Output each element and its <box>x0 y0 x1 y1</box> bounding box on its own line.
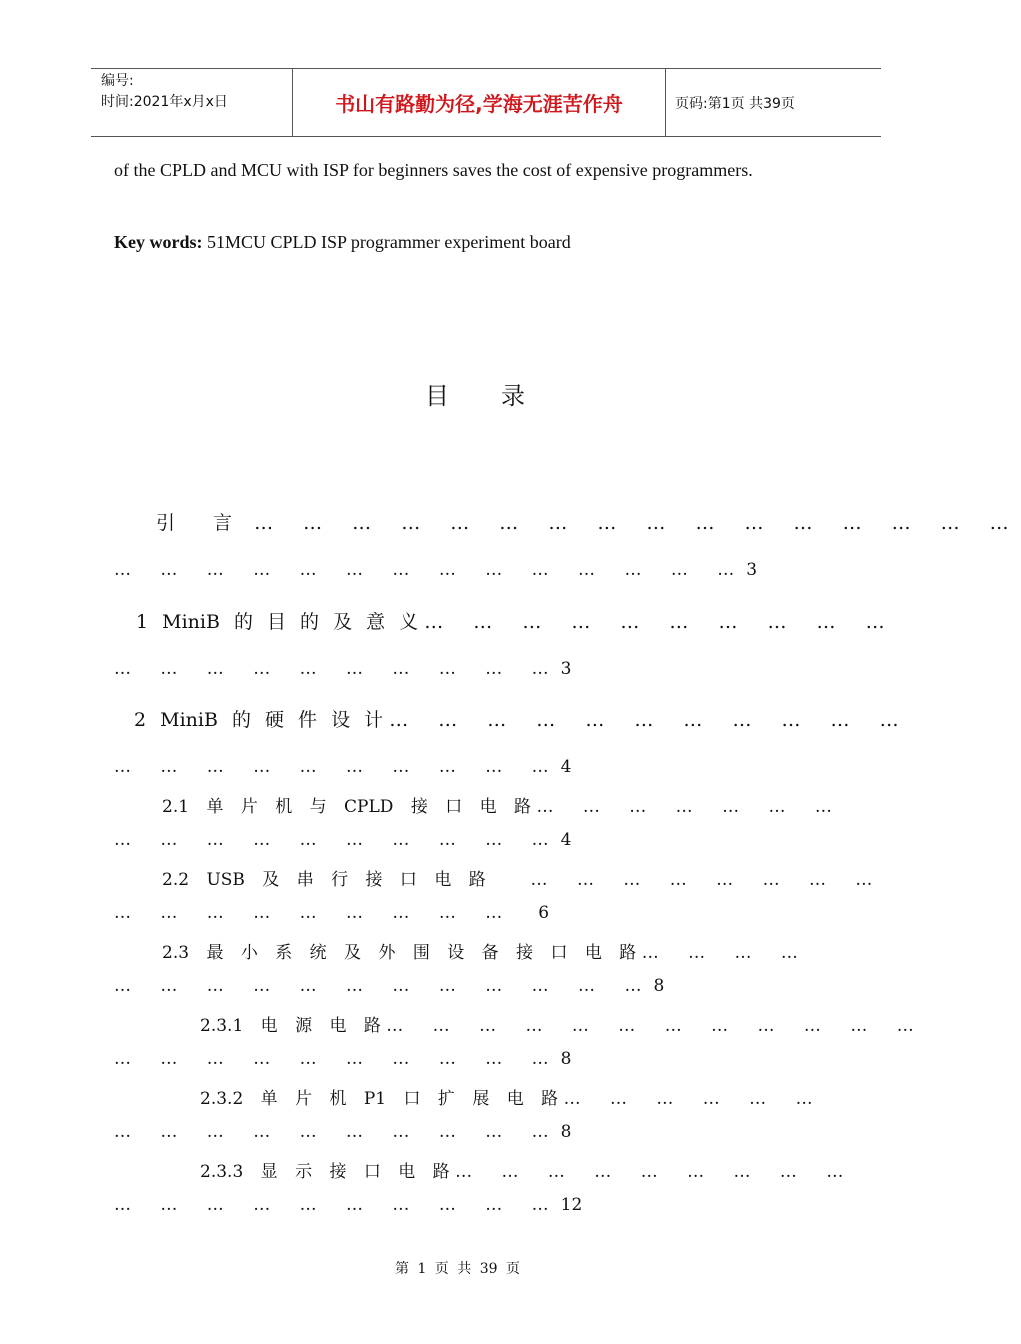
toc-leader: … … … … … … … … … … <box>114 659 561 679</box>
keywords-label: Key words: <box>114 232 203 252</box>
toc-entry-continuation <box>114 1049 571 1069</box>
toc-entry-continuation <box>114 1122 571 1142</box>
toc-entry[interactable] <box>114 607 897 634</box>
header-motto: 书山有路勤为径,学海无涯苦作舟 <box>335 92 623 116</box>
toc-entry-title: 2.3 最 小 系 统 及 外 围 设 备 接 口 电 路 <box>162 943 637 963</box>
keywords-line <box>114 232 571 253</box>
toc-leader: … … … … … … … … … … <box>114 1195 561 1215</box>
toc-leader: … … … … … … … … … <box>114 903 515 923</box>
toc-leader: … … … … … … … … … … … <box>389 709 911 731</box>
toc-page-number: 3 <box>560 659 572 679</box>
toc-leader: … … … … … … … <box>536 797 844 817</box>
toc-entry-title: 2.3.3 显 示 接 口 电 路 <box>200 1162 450 1182</box>
header-meta <box>101 71 228 113</box>
toc-entry-title: 2.3.1 电 源 电 路 <box>200 1016 381 1036</box>
toc-entry-continuation <box>114 830 571 850</box>
document-number-label: 编号: <box>101 73 134 89</box>
toc-entry-title: 2 MiniB 的 硬 件 设 计 <box>134 709 384 731</box>
toc-leader: … … … … … … … … … … <box>114 830 561 850</box>
toc-page-number: 8 <box>653 976 665 996</box>
page-footer: 第 1 页 共 39 页 <box>395 1261 520 1277</box>
toc-entry-continuation <box>114 903 549 923</box>
toc-entry[interactable] <box>114 938 838 963</box>
toc-leader: … … … … … … … … … … … … … … <box>114 560 747 580</box>
toc-entry-continuation <box>114 659 571 679</box>
toc-entry-title: 2.1 单 片 机 与 CPLD 接 口 电 路 <box>162 797 532 817</box>
toc-page-number: 12 <box>560 1195 583 1215</box>
toc-leader: … … … … … … <box>563 1089 825 1109</box>
toc-page-number: 8 <box>560 1122 572 1142</box>
toc-leader: … … … … … … … … … <box>455 1162 856 1182</box>
header-page-info: 页码:第1页 共39页 <box>675 95 795 112</box>
toc-entry-title: 2.2 USB 及 串 行 接 口 电 路 <box>162 870 486 890</box>
toc-page-number: 3 <box>746 560 758 580</box>
toc-entry-title: 2.3.2 单 片 机 P1 口 扩 展 电 路 <box>200 1089 559 1109</box>
document-time-label: 时间:2021年x月x日 <box>101 94 228 110</box>
toc-leader: … … … … … … … … … … … … <box>386 1016 926 1036</box>
toc-entry-title: 引 言 <box>156 512 249 534</box>
toc-entry[interactable] <box>114 865 885 890</box>
abstract-text: of the CPLD and MCU with ISP for beginners saves the cost of expensive programmers. <box>114 160 753 180</box>
toc-title: 目录 <box>425 382 577 410</box>
toc-leader: … … … … … … … … <box>530 870 885 890</box>
toc-page-number: 6 <box>538 903 550 923</box>
toc-entry-continuation <box>114 757 571 777</box>
toc-leader: … … … … <box>641 943 810 963</box>
keywords-value: 51MCU CPLD ISP programmer experiment board <box>202 232 571 252</box>
page-header <box>91 68 881 137</box>
toc-leader: … … … … … … … … … … … … <box>114 976 654 996</box>
toc-leader: … … … … … … … … … … … … … … … … <box>254 512 1021 534</box>
toc-entry[interactable] <box>114 1084 838 1109</box>
toc-entry[interactable] <box>114 508 1021 535</box>
toc-page-number: 4 <box>560 830 572 850</box>
toc-leader: … … … … … … … … … … <box>114 1122 561 1142</box>
toc-entry[interactable] <box>114 1011 926 1036</box>
toc-leader: … … … … … … … … … … <box>114 757 561 777</box>
toc-page-number: 4 <box>560 757 572 777</box>
toc-entry-continuation <box>114 976 664 996</box>
toc-entry[interactable] <box>114 792 844 817</box>
toc-leader: … … … … … … … … … … <box>114 1049 561 1069</box>
toc-entry[interactable] <box>114 705 911 732</box>
header-divider <box>665 69 666 136</box>
toc-entry[interactable] <box>114 1157 856 1182</box>
toc-page-number: 8 <box>560 1049 572 1069</box>
toc-entry-title: 1 MiniB 的 目 的 及 意 义 <box>136 611 419 633</box>
toc-leader: … … … … … … … … … … <box>424 611 897 633</box>
toc-entry-continuation <box>114 560 757 580</box>
toc-entry-continuation <box>114 1195 582 1215</box>
